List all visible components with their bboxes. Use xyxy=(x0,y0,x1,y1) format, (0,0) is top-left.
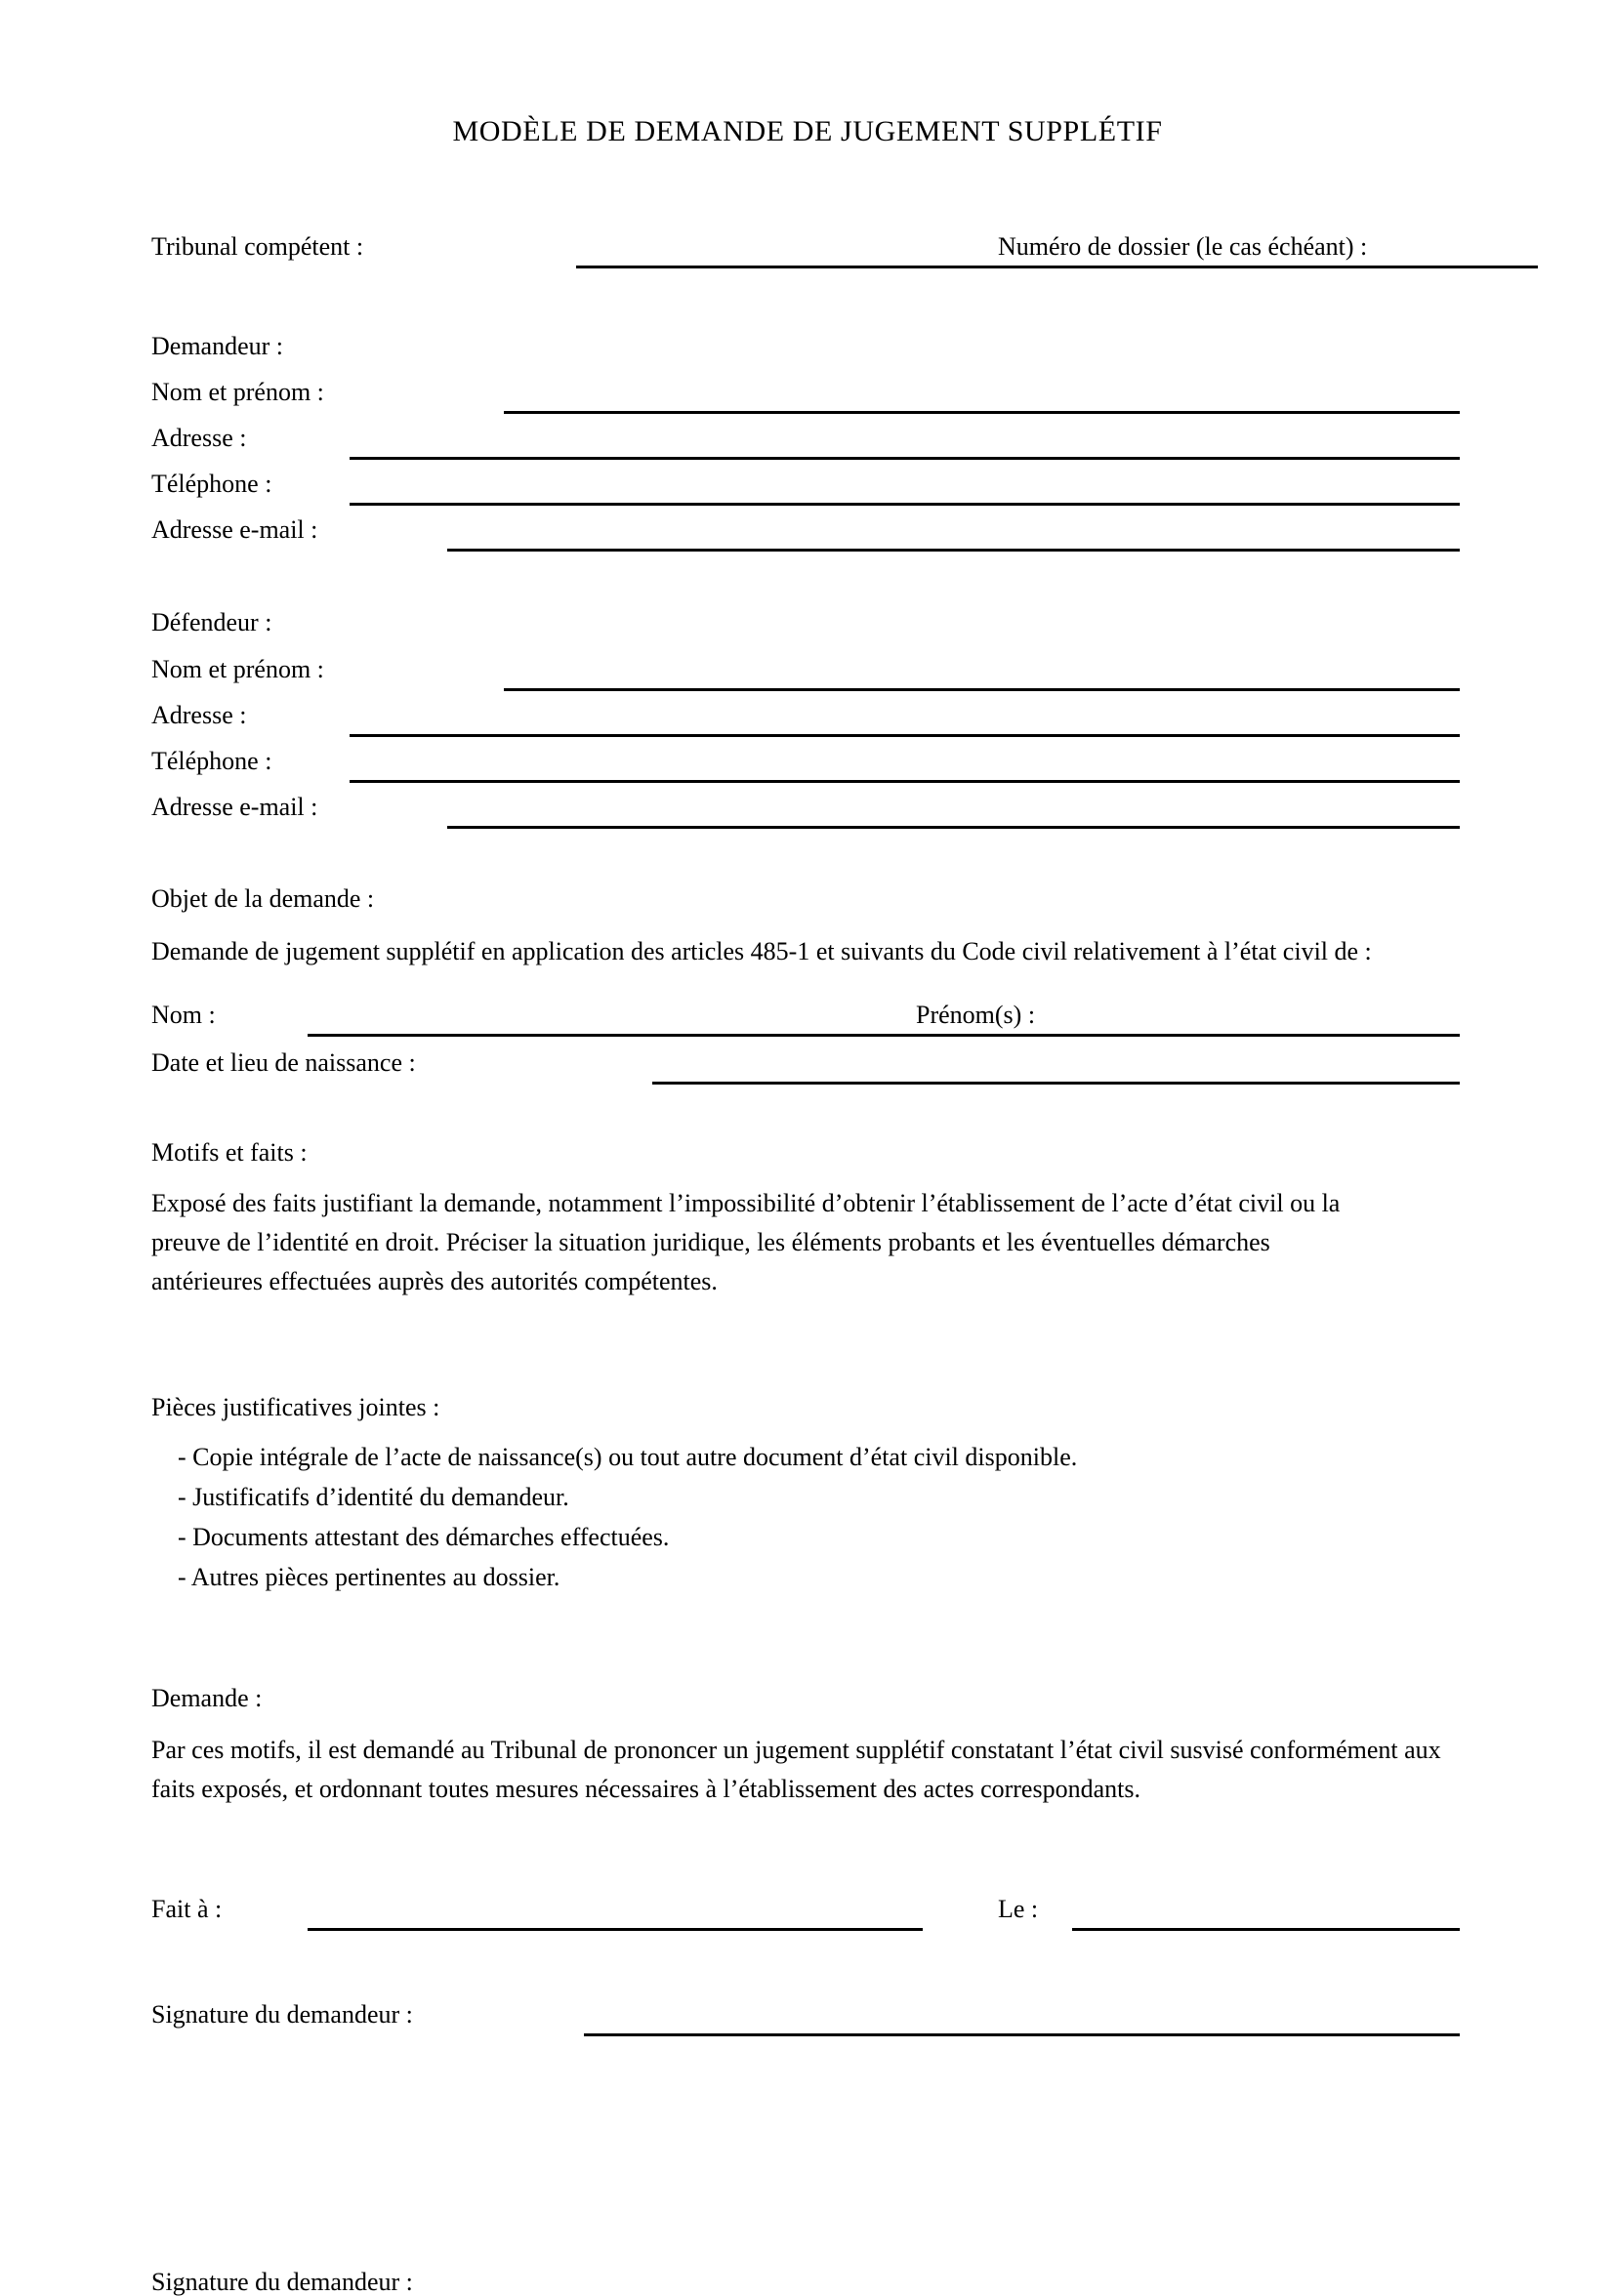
signature-label: Signature du demandeur : xyxy=(151,2000,413,2029)
motifs-section-label: Motifs et faits : xyxy=(151,1138,308,1167)
objet-naissance-input-line[interactable] xyxy=(652,1082,1460,1085)
dossier-label: Numéro de dossier (le cas échéant) : xyxy=(998,232,1368,261)
demande-body-text: Par ces motifs, il est demandé au Tribunal de prononcer un jugement supplétif constatant l’état civil susvisé conformément aux faits exposés, et ordonnant toutes mesures nécessaires à l’établissement des actes correspondants. xyxy=(151,1736,1441,1803)
fait-a-label: Fait à : xyxy=(151,1895,223,1923)
demandeur-email-input-line[interactable] xyxy=(447,549,1460,552)
objet-section-label: Objet de la demande : xyxy=(151,884,375,913)
objet-nom-label: Nom : xyxy=(151,1001,216,1029)
demandeur-telephone-input-line[interactable] xyxy=(350,503,1460,506)
defendeur-adresse-label: Adresse : xyxy=(151,701,247,729)
demande-section-label: Demande : xyxy=(151,1684,263,1712)
list-item: - Autres pièces pertinentes au dossier. xyxy=(178,1563,560,1591)
demandeur-nom-prenom-label: Nom et prénom : xyxy=(151,378,324,406)
objet-nom-input-line[interactable] xyxy=(308,1034,1460,1037)
pieces-section-label: Pièces justificatives jointes : xyxy=(151,1393,440,1421)
demandeur-adresse-label: Adresse : xyxy=(151,424,247,452)
demandeur-section-label: Demandeur : xyxy=(151,332,284,360)
tribunal-input-line[interactable] xyxy=(576,266,1538,268)
list-item: - Justificatifs d’identité du demandeur. xyxy=(178,1483,569,1511)
defendeur-email-input-line[interactable] xyxy=(447,826,1460,829)
defendeur-telephone-input-line[interactable] xyxy=(350,780,1460,783)
le-input-line[interactable] xyxy=(1072,1928,1460,1931)
fait-a-input-line[interactable] xyxy=(308,1928,923,1931)
defendeur-email-label: Adresse e-mail : xyxy=(151,793,318,821)
objet-naissance-label: Date et lieu de naissance : xyxy=(151,1048,416,1077)
footer-clipped-label: Signature du demandeur : xyxy=(151,2268,413,2296)
list-item: - Copie intégrale de l’acte de naissance(s) ou tout autre document d’état civil disponible. xyxy=(178,1443,1078,1471)
defendeur-telephone-label: Téléphone : xyxy=(151,747,272,775)
page-title: MODÈLE DE DEMANDE DE JUGEMENT SUPPLÉTIF xyxy=(452,115,1163,147)
motifs-body-text: Exposé des faits justifiant la demande, notamment l’impossibilité d’obtenir l’établissement de l’acte d’état civil ou la preuve de l’identité en droit. Préciser la situation juridique, les éléments probants et les éventuelles démarches antérieures effectuées auprès des autorités compétentes. xyxy=(151,1189,1341,1295)
demandeur-telephone-label: Téléphone : xyxy=(151,470,272,498)
tribunal-label: Tribunal compétent : xyxy=(151,232,364,261)
objet-body-text: Demande de jugement supplétif en application des articles 485-1 et suivants du Code civil relativement à l’état civil de : xyxy=(151,937,1372,965)
objet-prenom-label: Prénom(s) : xyxy=(916,1001,1036,1029)
demandeur-nom-prenom-input-line[interactable] xyxy=(504,411,1460,414)
defendeur-adresse-input-line[interactable] xyxy=(350,734,1460,737)
defendeur-section-label: Défendeur : xyxy=(151,608,272,636)
defendeur-nom-prenom-label: Nom et prénom : xyxy=(151,655,324,683)
demandeur-email-label: Adresse e-mail : xyxy=(151,515,318,544)
demandeur-adresse-input-line[interactable] xyxy=(350,457,1460,460)
defendeur-nom-prenom-input-line[interactable] xyxy=(504,688,1460,691)
signature-input-line[interactable] xyxy=(584,2033,1460,2036)
list-item: - Documents attestant des démarches effectuées. xyxy=(178,1523,670,1551)
le-label: Le : xyxy=(998,1895,1039,1923)
